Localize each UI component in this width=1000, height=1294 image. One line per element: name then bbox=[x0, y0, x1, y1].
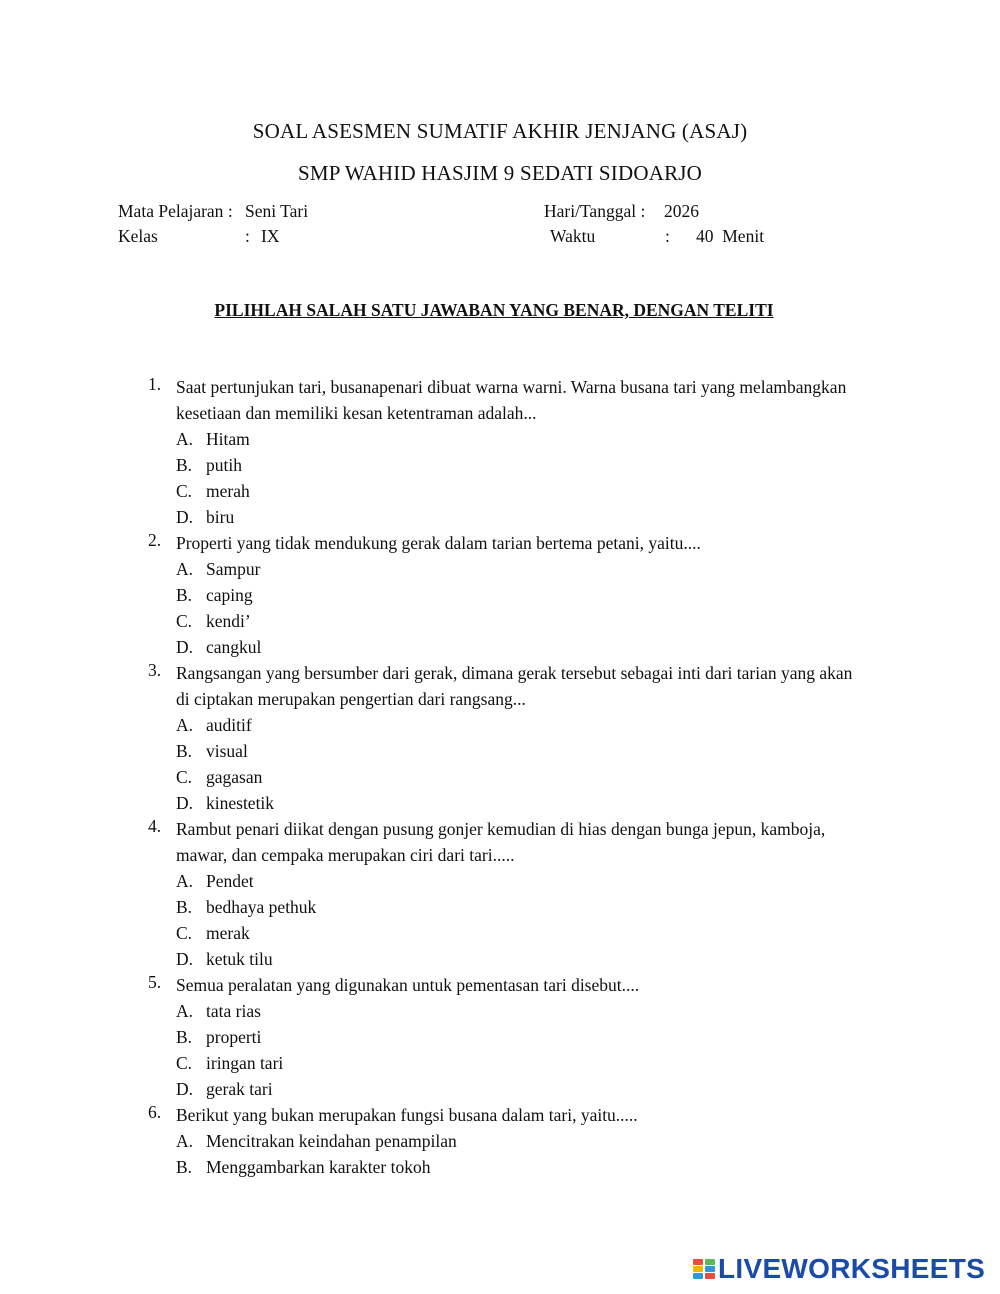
answer-option-letter: D. bbox=[176, 793, 194, 813]
question-number: 2. bbox=[148, 530, 162, 550]
answer-option-text: iringan tari bbox=[206, 1053, 284, 1073]
answer-option-letter: A. bbox=[176, 559, 194, 579]
answer-option-letter: A. bbox=[176, 1131, 194, 1151]
answer-option-letter: D. bbox=[176, 1079, 194, 1099]
question-number: 6. bbox=[148, 1102, 162, 1122]
answer-option-text: visual bbox=[206, 741, 248, 761]
meta-subject-value: Seni Tari bbox=[245, 201, 309, 221]
answer-option-text: Pendet bbox=[206, 871, 254, 891]
answer-option-text: bedhaya pethuk bbox=[206, 897, 317, 917]
question-number: 5. bbox=[148, 972, 162, 992]
question-text: Semua peralatan yang digunakan untuk pementasan tari disebut.... bbox=[176, 975, 640, 995]
answer-option bbox=[176, 738, 868, 764]
answer-option bbox=[176, 478, 868, 504]
question-item bbox=[148, 374, 868, 530]
answer-option-letter: C. bbox=[176, 767, 193, 787]
answer-option bbox=[176, 1128, 868, 1154]
answer-option bbox=[176, 608, 868, 634]
answer-option-text: auditif bbox=[206, 715, 252, 735]
answer-option-text: ketuk tilu bbox=[206, 949, 273, 969]
liveworksheets-brand: LIVEWORKSHEETS bbox=[718, 1253, 986, 1284]
answer-option-letter: C. bbox=[176, 611, 193, 631]
answer-option-letter: B. bbox=[176, 897, 193, 917]
answer-option-text: merah bbox=[206, 481, 250, 501]
meta-date-label: Hari/Tanggal : bbox=[544, 201, 646, 221]
answer-option bbox=[176, 452, 868, 478]
question-text: Saat pertunjukan tari, busanapenari dibuat warna warni. Warna busana tari yang melambangkan kesetiaan dan memiliki kesan ketentraman adalah... bbox=[176, 377, 847, 423]
answer-option-letter: A. bbox=[176, 871, 194, 891]
answer-option-letter: D. bbox=[176, 507, 194, 527]
question-number: 3. bbox=[148, 660, 162, 680]
answer-option-text: biru bbox=[206, 507, 235, 527]
question-list bbox=[148, 374, 868, 1180]
question-item bbox=[148, 972, 868, 1102]
answer-option-text: Mencitrakan keindahan penampilan bbox=[206, 1131, 457, 1151]
meta-date bbox=[544, 201, 699, 222]
answer-option-letter: A. bbox=[176, 429, 194, 449]
answer-option-letter: B. bbox=[176, 741, 193, 761]
answer-option bbox=[176, 556, 868, 582]
answer-option-letter: C. bbox=[176, 923, 193, 943]
answer-option bbox=[176, 946, 868, 972]
meta-class-value: IX bbox=[261, 226, 280, 246]
answer-option-text: putih bbox=[206, 455, 242, 475]
answer-option-letter: B. bbox=[176, 1027, 193, 1047]
answer-option-letter: B. bbox=[176, 585, 193, 605]
question-number: 1. bbox=[148, 374, 162, 394]
meta-time-value: 40 Menit bbox=[696, 226, 765, 246]
meta-class-label: Kelas : bbox=[118, 226, 250, 246]
answer-option-text: cangkul bbox=[206, 637, 262, 657]
instruction-heading: PILIHLAH SALAH SATU JAWABAN YANG BENAR, DENGAN TELITI bbox=[214, 300, 774, 320]
answer-option bbox=[176, 998, 868, 1024]
answer-option-letter: D. bbox=[176, 949, 194, 969]
answer-option-text: Hitam bbox=[206, 429, 250, 449]
answer-option-text: kinestetik bbox=[206, 793, 275, 813]
question-item bbox=[148, 530, 868, 660]
question-text: Rambut penari diikat dengan pusung gonjer kemudian di hias dengan bunga jepun, kamboja, mawar, dan cempaka merupakan ciri dari tari..... bbox=[176, 819, 826, 865]
meta-date-value: 2026 bbox=[664, 201, 699, 221]
answer-option bbox=[176, 712, 868, 738]
answer-option bbox=[176, 582, 868, 608]
answer-option-letter: A. bbox=[176, 1001, 194, 1021]
question-number: 4. bbox=[148, 816, 162, 836]
answer-option-letter: B. bbox=[176, 1157, 193, 1177]
meta-time-label: Waktu bbox=[550, 226, 596, 246]
answer-option bbox=[176, 1076, 868, 1102]
liveworksheets-logo bbox=[692, 1254, 985, 1284]
answer-option bbox=[176, 426, 868, 452]
exam-title: SOAL ASESMEN SUMATIF AKHIR JENJANG (ASAJ) bbox=[252, 119, 748, 143]
answer-option bbox=[176, 1050, 868, 1076]
meta-subject bbox=[118, 201, 308, 222]
meta-time: Waktu : 40 Menit bbox=[550, 226, 765, 246]
question-text: Properti yang tidak mendukung gerak dalam tarian bertema petani, yaitu.... bbox=[176, 533, 701, 553]
question-item bbox=[148, 1102, 868, 1180]
answer-option-letter: D. bbox=[176, 637, 194, 657]
answer-option-letter: C. bbox=[176, 481, 193, 501]
answer-option bbox=[176, 868, 868, 894]
answer-option-text: caping bbox=[206, 585, 253, 605]
answer-option bbox=[176, 764, 868, 790]
liveworksheets-logo-icon bbox=[692, 1257, 716, 1281]
answer-option bbox=[176, 504, 868, 530]
answer-option bbox=[176, 790, 868, 816]
answer-option bbox=[176, 920, 868, 946]
answer-option-text: merak bbox=[206, 923, 250, 943]
answer-option-letter: C. bbox=[176, 1053, 193, 1073]
meta-class bbox=[118, 226, 279, 247]
question-text: Berikut yang bukan merupakan fungsi busana dalam tari, yaitu..... bbox=[176, 1105, 638, 1125]
answer-option bbox=[176, 634, 868, 660]
meta-subject-label: Mata Pelajaran : bbox=[118, 201, 233, 221]
answer-option-letter: B. bbox=[176, 455, 193, 475]
question-item bbox=[148, 816, 868, 972]
answer-option-letter: A. bbox=[176, 715, 194, 735]
answer-option-text: Menggambarkan karakter tokoh bbox=[206, 1157, 431, 1177]
answer-option bbox=[176, 894, 868, 920]
answer-option bbox=[176, 1154, 868, 1180]
answer-option-text: kendi’ bbox=[206, 611, 251, 631]
answer-option-text: Sampur bbox=[206, 559, 261, 579]
answer-option-text: properti bbox=[206, 1027, 262, 1047]
school-name: SMP WAHID HASJIM 9 SEDATI SIDOARJO bbox=[297, 161, 703, 185]
answer-option bbox=[176, 1024, 868, 1050]
answer-option-text: gagasan bbox=[206, 767, 263, 787]
answer-option-text: gerak tari bbox=[206, 1079, 273, 1099]
question-text: Rangsangan yang bersumber dari gerak, dimana gerak tersebut sebagai inti dari tarian yang akan di ciptakan merupakan pengertian dari rangsang... bbox=[176, 663, 853, 709]
answer-option-text: tata rias bbox=[206, 1001, 261, 1021]
question-item bbox=[148, 660, 868, 816]
